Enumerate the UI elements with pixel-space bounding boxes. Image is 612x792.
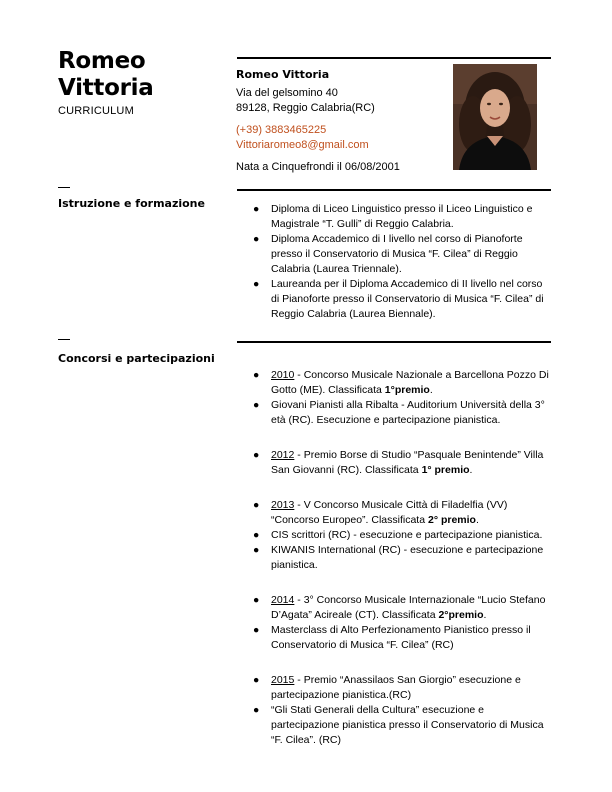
last-name: Vittoria: [58, 75, 154, 101]
list-item: ● 2015 - Premio “Anassilaos San Giorgio” esecuzione e partecipazione pianistica.(RC): [253, 674, 521, 701]
profile-photo: [453, 64, 537, 170]
section-marker-education: [58, 187, 70, 188]
education-list: [253, 202, 553, 322]
bullet-icon: ●: [253, 624, 260, 636]
bullet-icon: ●: [253, 594, 260, 606]
bullet-icon: ●: [253, 449, 260, 461]
list-item: ● Giovani Pianisti alla Ribalta - Auditorium Università della 3° età (RC). Esecuzione e partecipazione pianistica.: [253, 399, 545, 426]
bullet-icon: ●: [253, 544, 260, 556]
address-line-2: 89128, Reggio Calabria(RC): [236, 102, 375, 114]
list-item: ● KIWANIS International (RC) - esecuzione e partecipazione pianistica.: [253, 544, 544, 571]
birth-info: Nata a Cinquefrondi il 06/08/2001: [236, 161, 400, 173]
email-link[interactable]: Vittoriaromeo8@gmail.com: [236, 139, 369, 151]
bullet-icon: ●: [253, 369, 260, 381]
list-item: ● 2012 - Premio Borse di Studio “Pasquale Benintende” Villa San Giovanni (RC). Classificata 1° premio.: [253, 449, 544, 476]
bullet-icon: ●: [253, 203, 260, 215]
list-item: ● “Gli Stati Generali della Cultura” esecuzione e partecipazione pianistica presso il Conservatorio di Musica “F. Cilea”. (RC): [253, 704, 544, 746]
list-item: ● CIS scrittori (RC) - esecuzione e partecipazione pianistica.: [253, 529, 543, 541]
education-rule: [237, 189, 551, 191]
education-heading: Istruzione e formazione: [58, 197, 205, 210]
document-subtitle: CURRICULUM: [58, 105, 134, 117]
section-marker-competitions: [58, 339, 70, 340]
competitions-list: [253, 368, 553, 748]
bullet-icon: ●: [253, 704, 260, 716]
bullet-icon: ●: [253, 399, 260, 411]
list-item: ● Diploma di Liceo Linguistico presso il Liceo Linguistico e Magistrale “T. Gulli” di Reggio Calabria.: [253, 203, 533, 230]
list-item: ● Diploma Accademico di I livello nel corso di Pianoforte presso il Conservatorio di Musica “F. Cilea” di Reggio Calabria (Laurea Triennale).: [253, 233, 523, 275]
bullet-icon: ●: [253, 529, 260, 541]
top-rule: [237, 57, 551, 59]
list-item: ● 2014 - 3° Concorso Musicale Internazionale “Lucio Stefano D’Agata” Acireale (CT). Classificata 2°premio.: [253, 594, 546, 621]
address-line-1: Via del gelsomino 40: [236, 87, 338, 99]
competitions-heading: Concorsi e partecipazioni: [58, 352, 215, 365]
bullet-icon: ●: [253, 499, 260, 511]
candidate-name: [58, 48, 153, 102]
list-item: ● 2010 - Concorso Musicale Nazionale a Barcellona Pozzo Di Gotto (ME). Classificata 1°premio.: [253, 369, 549, 396]
bullet-icon: ●: [253, 674, 260, 686]
contact-block: [236, 67, 441, 175]
list-item: ● 2013 - V Concorso Musicale Città di Filadelfia (VV) “Concorso Europeo”. Classificata 2° premio.: [253, 499, 508, 526]
list-item: ● Laureanda per il Diploma Accademico di II livello nel corso di Pianoforte presso il Conservatorio di Musica “F. Cilea” di Reggio Calabria (Laurea Biennale).: [253, 278, 544, 320]
competitions-rule: [237, 341, 551, 343]
portrait-image: [453, 64, 537, 170]
bullet-icon: ●: [253, 278, 260, 290]
contact-name: Romeo Vittoria: [236, 68, 330, 81]
phone-number[interactable]: (+39) 3883465225: [236, 124, 327, 136]
bullet-icon: ●: [253, 233, 260, 245]
list-item: ● Masterclass di Alto Perfezionamento Pianistico presso il Conservatorio di Musica “F. Cilea” (RC): [253, 624, 531, 651]
first-name: Romeo: [58, 48, 146, 74]
